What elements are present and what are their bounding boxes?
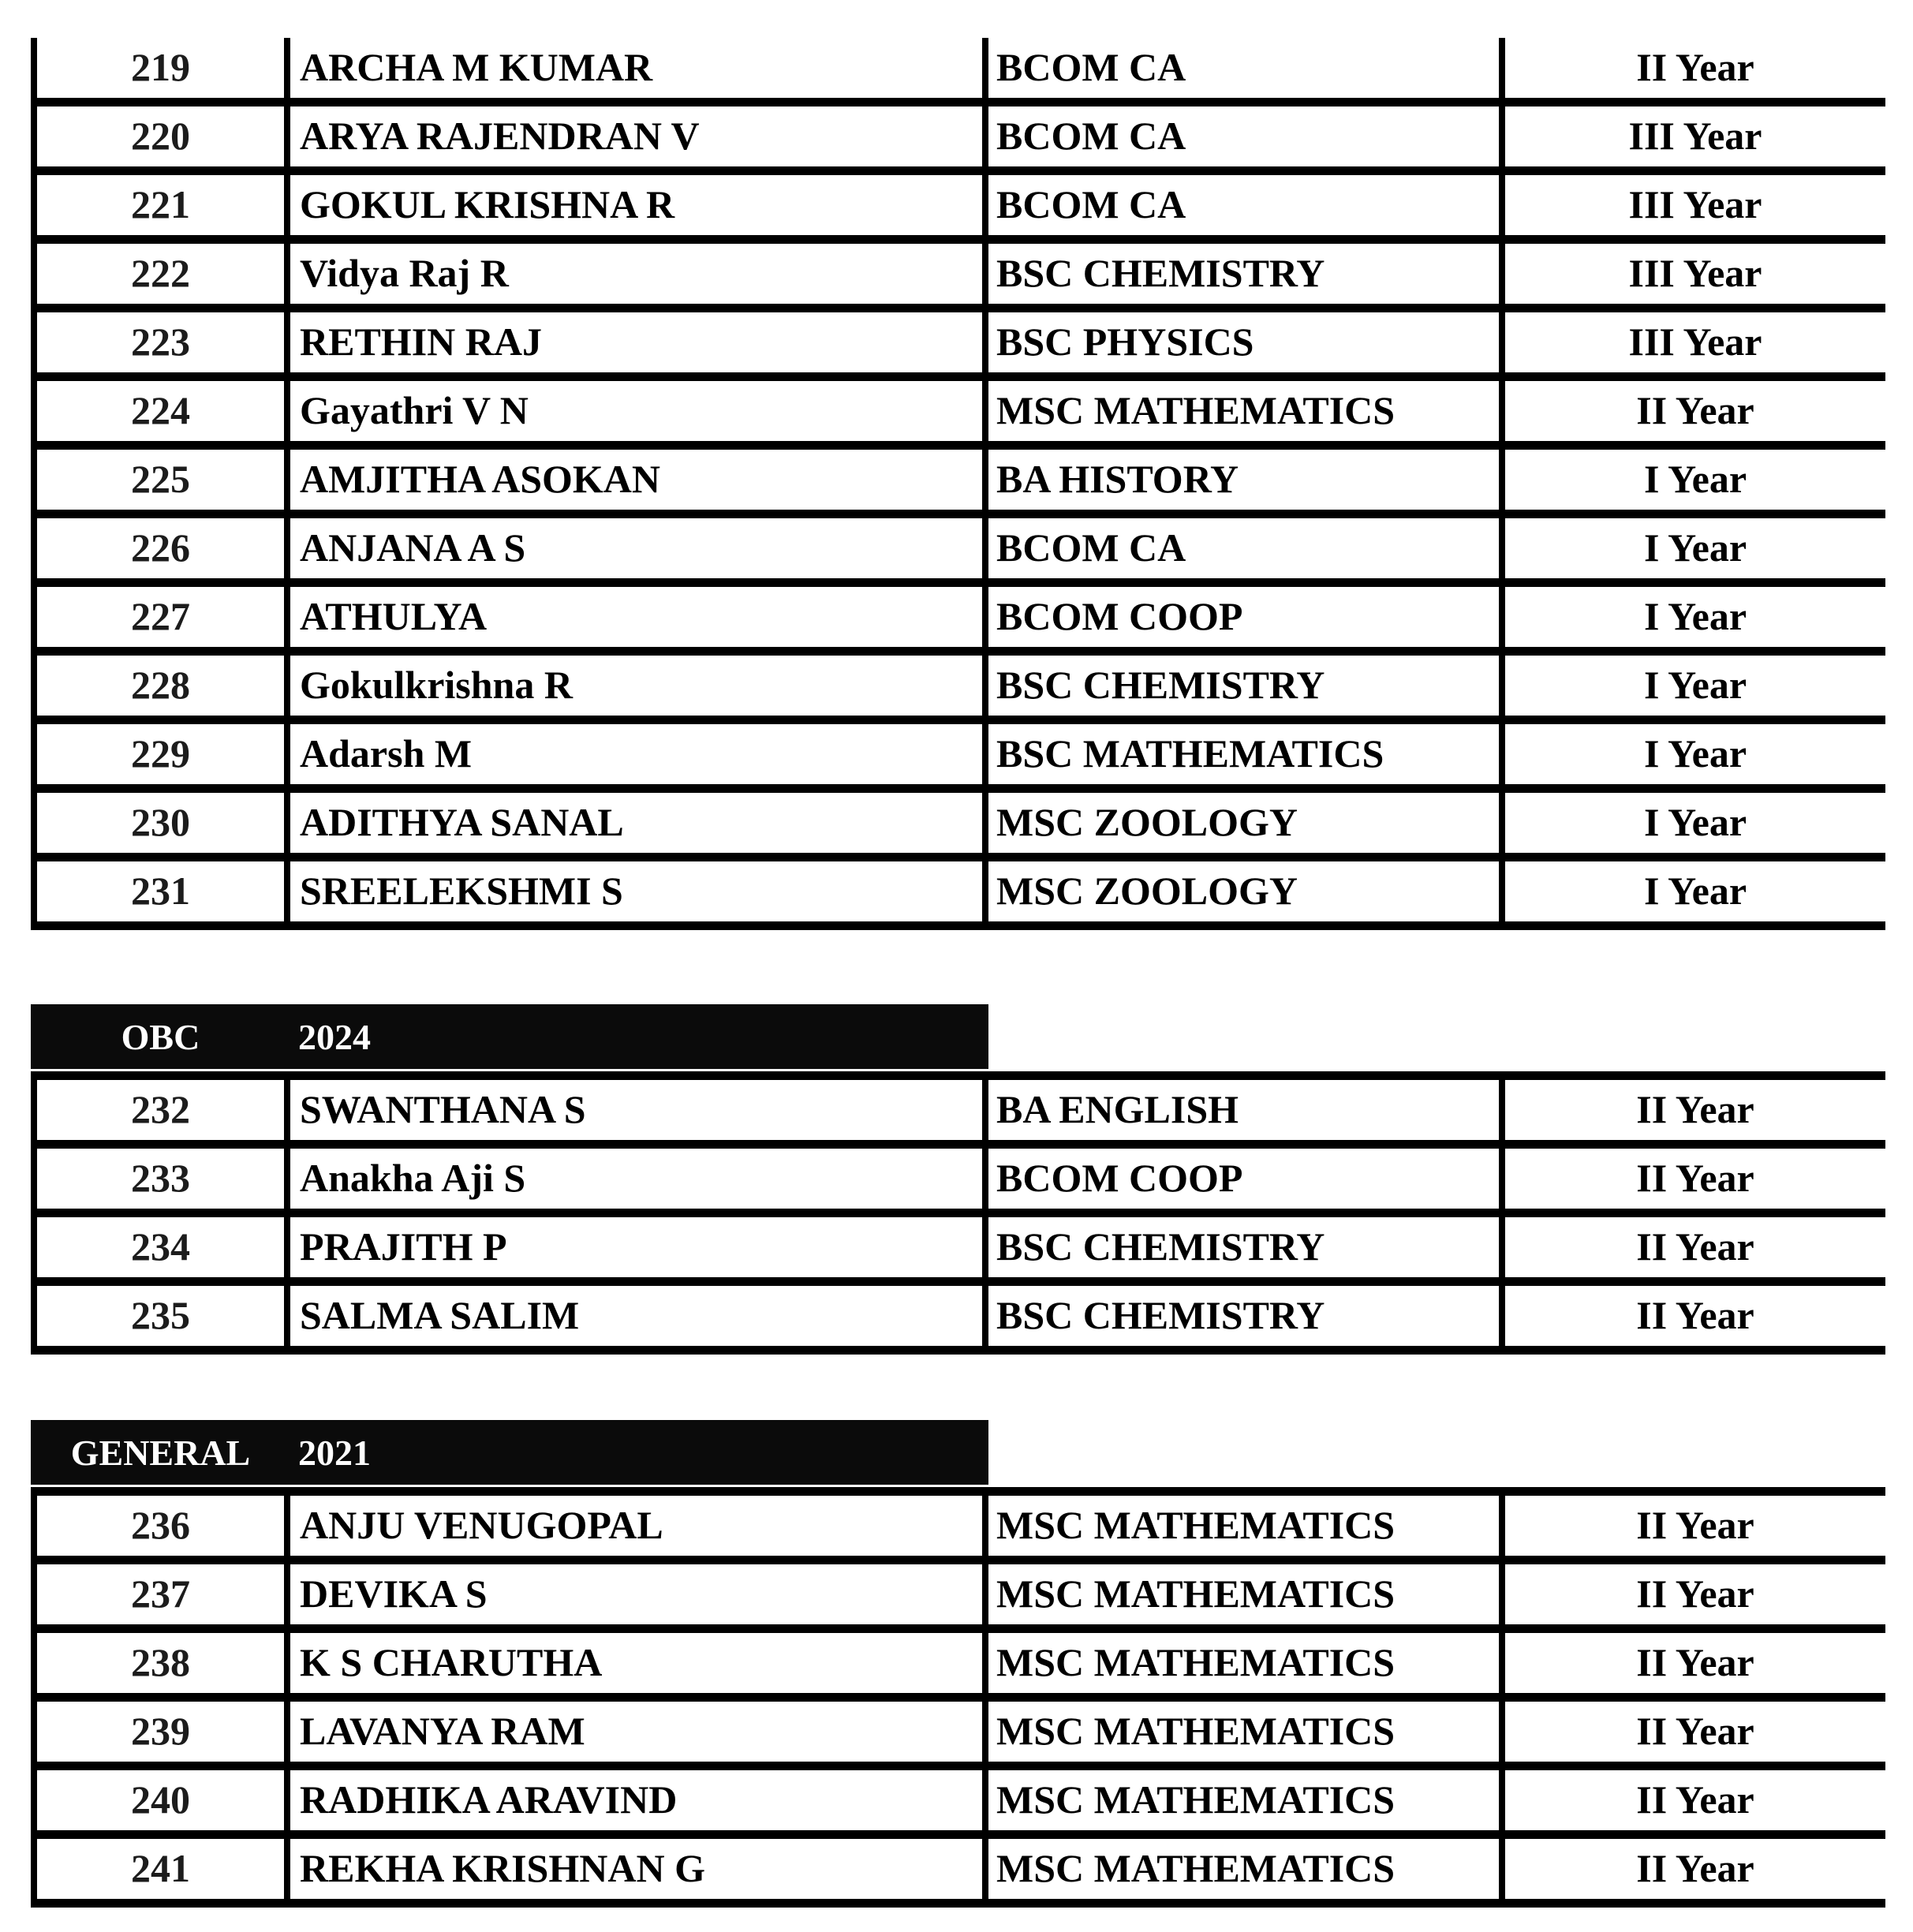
student-table-row — [37, 1839, 1885, 1908]
student-name-cell: ANJANA A S — [290, 518, 988, 578]
year-cell: II Year — [1636, 1087, 1754, 1131]
student-name-cell: RADHIKA ARAVIND — [290, 1770, 988, 1830]
student-table-row — [37, 1702, 1885, 1770]
student-table-row — [37, 107, 1885, 175]
year-cell: I Year — [1643, 869, 1747, 913]
course-cell: MSC ZOOLOGY — [988, 861, 1505, 921]
course-cell: MSC MATHEMATICS — [988, 381, 1505, 441]
section-continued — [31, 38, 1885, 930]
serial-number-cell: 236 — [37, 1496, 290, 1556]
student-name-cell: ATHULYA — [290, 587, 988, 647]
student-name-cell: Gayathri V N — [290, 381, 988, 441]
student-name-cell: GOKUL KRISHNA R — [290, 175, 988, 235]
admission-year-label: 2024 — [298, 1016, 371, 1057]
student-table-row — [37, 1496, 1885, 1564]
serial-number-cell: 235 — [37, 1286, 290, 1346]
student-table-row — [37, 1149, 1885, 1217]
year-cell: III Year — [1628, 182, 1762, 226]
serial-number-cell: 221 — [37, 175, 290, 235]
student-table-row — [37, 1770, 1885, 1839]
admission-year-label: 2021 — [298, 1432, 371, 1473]
course-cell: BSC PHYSICS — [988, 312, 1505, 372]
course-cell: MSC MATHEMATICS — [988, 1770, 1505, 1830]
student-table-row — [37, 793, 1885, 861]
student-table-row — [37, 381, 1885, 450]
serial-number-cell: 225 — [37, 450, 290, 510]
serial-number-cell: 232 — [37, 1080, 290, 1140]
year-cell: II Year — [1636, 1777, 1754, 1822]
course-cell: BCOM COOP — [988, 1149, 1505, 1209]
course-cell: MSC MATHEMATICS — [988, 1839, 1505, 1899]
year-cell: I Year — [1643, 594, 1747, 638]
student-name-cell: RETHIN RAJ — [290, 312, 988, 372]
year-cell: II Year — [1636, 1846, 1754, 1890]
course-cell: BCOM CA — [988, 38, 1505, 98]
year-cell: II Year — [1636, 388, 1754, 432]
year-cell: I Year — [1643, 800, 1747, 844]
course-cell: BA HISTORY — [988, 450, 1505, 510]
course-cell: BSC CHEMISTRY — [988, 1286, 1505, 1346]
student-table-row — [37, 656, 1885, 724]
course-cell: BA ENGLISH — [988, 1080, 1505, 1140]
course-cell: BCOM COOP — [988, 587, 1505, 647]
serial-number-cell: 226 — [37, 518, 290, 578]
serial-number-cell: 237 — [37, 1564, 290, 1624]
serial-number-cell: 240 — [37, 1770, 290, 1830]
course-cell: BSC CHEMISTRY — [988, 1217, 1505, 1277]
year-cell: III Year — [1628, 320, 1762, 364]
year-cell: II Year — [1636, 1503, 1754, 1547]
document-body — [31, 38, 1885, 1908]
student-table-row — [37, 1080, 1885, 1149]
section-general-2021 — [31, 1420, 1885, 1908]
rows-group — [31, 1071, 1885, 1355]
course-cell: BSC CHEMISTRY — [988, 244, 1505, 304]
student-name-cell: REKHA KRISHNAN G — [290, 1839, 988, 1899]
serial-number-cell: 229 — [37, 724, 290, 784]
course-cell: BSC CHEMISTRY — [988, 656, 1505, 716]
student-table-row — [37, 1286, 1885, 1355]
student-name-cell: SREELEKSHMI S — [290, 861, 988, 921]
student-table-row — [37, 38, 1885, 107]
student-table-row — [37, 1633, 1885, 1702]
student-table-row — [37, 861, 1885, 930]
category-label: OBC — [121, 1016, 200, 1057]
year-cell: I Year — [1643, 525, 1747, 570]
student-name-cell: ADITHYA SANAL — [290, 793, 988, 853]
course-cell: BCOM CA — [988, 107, 1505, 166]
student-name-cell: AMJITHA ASOKAN — [290, 450, 988, 510]
student-name-cell: Gokulkrishna R — [290, 656, 988, 716]
course-cell: MSC MATHEMATICS — [988, 1702, 1505, 1762]
student-table-row — [37, 450, 1885, 518]
serial-number-cell: 241 — [37, 1839, 290, 1899]
year-cell: III Year — [1628, 251, 1762, 295]
category-label: GENERAL — [70, 1432, 251, 1473]
year-cell: I Year — [1643, 457, 1747, 501]
serial-number-cell: 230 — [37, 793, 290, 853]
serial-number-cell: 219 — [37, 38, 290, 98]
course-cell: BCOM CA — [988, 518, 1505, 578]
serial-number-cell: 234 — [37, 1217, 290, 1277]
student-table-row — [37, 518, 1885, 587]
course-cell: MSC MATHEMATICS — [988, 1496, 1505, 1556]
year-cell: II Year — [1636, 1640, 1754, 1684]
year-cell: III Year — [1628, 114, 1762, 158]
section-header-bar — [31, 1420, 988, 1485]
student-table-row — [37, 312, 1885, 381]
student-table-row — [37, 1564, 1885, 1633]
serial-number-cell: 223 — [37, 312, 290, 372]
student-name-cell: DEVIKA S — [290, 1564, 988, 1624]
year-cell: II Year — [1636, 1293, 1754, 1337]
serial-number-cell: 224 — [37, 381, 290, 441]
year-cell: II Year — [1636, 1571, 1754, 1616]
course-cell: BCOM CA — [988, 175, 1505, 235]
course-cell: MSC ZOOLOGY — [988, 793, 1505, 853]
year-cell: I Year — [1643, 731, 1747, 775]
year-cell: II Year — [1636, 45, 1754, 89]
student-name-cell: LAVANYA RAM — [290, 1702, 988, 1762]
student-name-cell: K S CHARUTHA — [290, 1633, 988, 1693]
student-name-cell: Anakha Aji S — [290, 1149, 988, 1209]
student-name-cell: Adarsh M — [290, 724, 988, 784]
student-table-row — [37, 175, 1885, 244]
serial-number-cell: 238 — [37, 1633, 290, 1693]
section-obc-2024 — [31, 1004, 1885, 1355]
student-table-row — [37, 587, 1885, 656]
course-cell: MSC MATHEMATICS — [988, 1633, 1505, 1693]
rows-group — [31, 38, 1885, 930]
section-header-bar — [31, 1004, 988, 1069]
rows-group — [31, 1487, 1885, 1908]
serial-number-cell: 231 — [37, 861, 290, 921]
student-name-cell: ARCHA M KUMAR — [290, 38, 988, 98]
student-name-cell: Vidya Raj R — [290, 244, 988, 304]
serial-number-cell: 220 — [37, 107, 290, 166]
student-table-row — [37, 1217, 1885, 1286]
year-cell: II Year — [1636, 1709, 1754, 1753]
year-cell: I Year — [1643, 663, 1747, 707]
serial-number-cell: 228 — [37, 656, 290, 716]
serial-number-cell: 227 — [37, 587, 290, 647]
serial-number-cell: 222 — [37, 244, 290, 304]
student-name-cell: SALMA SALIM — [290, 1286, 988, 1346]
student-name-cell: PRAJITH P — [290, 1217, 988, 1277]
year-cell: II Year — [1636, 1224, 1754, 1269]
course-cell: BSC MATHEMATICS — [988, 724, 1505, 784]
student-table-row — [37, 244, 1885, 312]
year-cell: II Year — [1636, 1156, 1754, 1200]
serial-number-cell: 233 — [37, 1149, 290, 1209]
student-table-row — [37, 724, 1885, 793]
student-name-cell: SWANTHANA S — [290, 1080, 988, 1140]
serial-number-cell: 239 — [37, 1702, 290, 1762]
course-cell: MSC MATHEMATICS — [988, 1564, 1505, 1624]
student-name-cell: ANJU VENUGOPAL — [290, 1496, 988, 1556]
student-name-cell: ARYA RAJENDRAN V — [290, 107, 988, 166]
